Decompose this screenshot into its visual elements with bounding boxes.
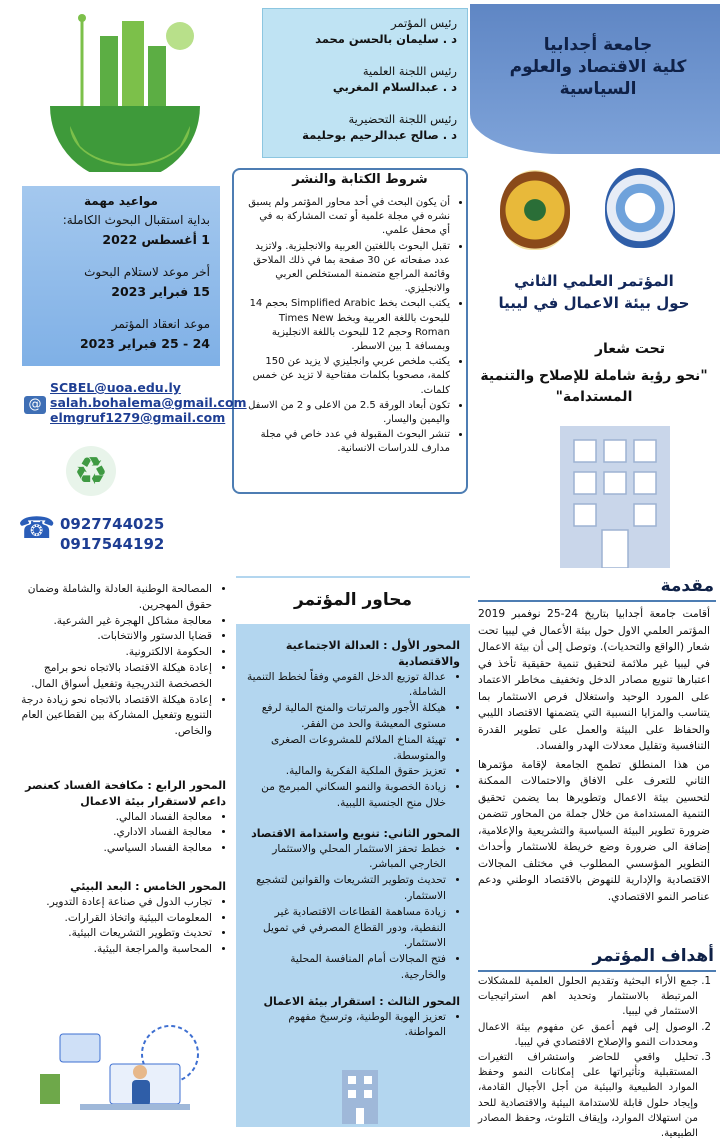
email-list	[50, 380, 250, 425]
intro-heading: مقدمة	[478, 576, 716, 596]
axis-title: المحور الأول : العدالة الاجتماعية والاقتصادية	[285, 639, 460, 668]
university-title: جامعة أجدابيا كلية الاقتصاد والعلوم السياسية	[509, 35, 687, 99]
axis-item: • هيكلة الأجور والمرتبات والمنح المالية لرفع مستوى المعيشة والحد من الفقر.	[244, 701, 446, 733]
conference-title: المؤتمر العلمي الثاني حول بيئة الاعمال في ليبيا	[498, 272, 690, 312]
axis-item: • المصالحة الوطنية العادلة والشاملة وضمان حقوق المهجرين.	[6, 582, 212, 614]
rule-item: • يكتب البحث بخط Simplified Arabic بحجم 14 للبحوث باللغة العربية وبخط Times New Roman وحجم 12 للبحوث باللغة الانجليزية وبمسافة 1 بين الاسطر.	[248, 297, 450, 354]
email-icon: @	[24, 396, 46, 414]
date-label: أخر موعد لاستلام البحوث	[84, 265, 210, 279]
axis-item: • معالجة الفساد المالي.	[6, 810, 212, 826]
email-link[interactable]: salah.bohalema@gmail.com	[50, 395, 247, 410]
rule-item: • تنشر البحوث المقبولة في عدد خاص في مجلة مدارف للدراسات الانسانية.	[248, 428, 450, 456]
green-city-icon	[30, 6, 220, 172]
axis-item: • تعزيز الهوية الوطنية، وترسيخ مفهوم المواطنة.	[244, 1010, 446, 1042]
slogan: "نحو رؤية شاملة للإصلاح والتنمية المستدامة"	[480, 368, 708, 405]
dates-title: مواعيد مهمة	[84, 194, 158, 208]
email-link[interactable]: SCBEL@uoa.edu.ly	[50, 380, 181, 395]
goal-item: 3. تحليل واقعي للحاضر واستشراف التغيرات المستقبلية وتأثيراتها على إمكانات النمو وحفظ الموارد الطبيعية والبيئية من أجل الأجيال القادمة، وإيجاد حلول قابلة للاستدامة البيئية والاقتصادية للحد من استهلاك الموارد، وإيقاف التلوث، وحفظ المصادر الطبيعية.	[478, 1050, 698, 1141]
business-illustration	[20, 1014, 220, 1124]
axis-item: • إعادة هيكلة الاقتصاد بالاتجاه نحو برامج الخصخصة التدريجية وتفعيل أسواق المال.	[6, 661, 212, 693]
axis-title: المحور الرابع : مكافحة الفساد كعنصر داعم لاستقرار بيئة الاعمال	[25, 778, 226, 808]
axis-item: • قضايا الدستور والانتخابات.	[6, 629, 212, 645]
faculty-logo	[605, 168, 675, 248]
axis-item: • المحاسبة والمراجعة البيئية.	[6, 942, 212, 958]
goal-item: 2. الوصول إلى فهم أعمق عن مفهوم بيئة الاعمال ومحددات النمو والإصلاح الاقتصادي في ليبيا.	[478, 1020, 698, 1050]
axis-item: • تهيئة المناخ الملائم للمشروعات الصغرى والمتوسطة.	[244, 733, 446, 765]
intro-text	[478, 606, 710, 907]
phone-list	[60, 514, 240, 554]
axis-item: • عدالة توزيع الدخل القومي وفقاً لخطط التنمية الشاملة.	[244, 670, 446, 702]
intro-paragraph: من هذا المنطلق تطمح الجامعة لإقامة مؤتمرها الثاني للتعرف على الافاق والاحتمالات الممكنة لتحسين بيئة الاعمال وتطويرها بما يضمن تحقيق التنمية المستدامة من خلال جملة من المحاور تتضمن ضرورة تطوير البيئة السياسية والتشريعية والإعلامية، إضافة الى ضرورة وضع خريطة للاستثمار وأحداث التطوير المؤسسي المطلوب في مختلف المجالات الاقتصادية والإدارية للنهوض بالاقتصاد الوطني ودعم عناصر النمو الاقتصادي.	[478, 757, 710, 903]
rules-list	[248, 196, 462, 458]
axis-item: • خطط تحفز الاستثمار المحلي والاستثمار الخارجي المباشر.	[244, 842, 446, 874]
axes-title: محاور المؤتمر	[293, 590, 413, 610]
axis-item: • تجارب الدول في صناعة إعادة التدوير.	[6, 895, 212, 911]
prep-chair-name: د . صالح عبدالرحيم بوحليمة	[302, 128, 457, 142]
rule-item: • يكتب ملخص عربي وانجليزي لا يزيد عن 150 كلمة، مصحوبا بكلمات مفتاحية لا تزيد عن خمس كلمات.	[248, 355, 450, 398]
rule-item: • أن يكون البحث في أحد محاور المؤتمر ولم يسبق نشره في مجلة علمية أو تمت المشاركة به في أي محفل علمي.	[248, 196, 450, 239]
prep-chair-role: رئيس اللجنة التحضيرية	[348, 112, 457, 126]
phone-icon: ☎	[18, 511, 56, 546]
axis-title: المحور الثالث : استقرار بيئة الاعمال	[263, 994, 460, 1008]
axes-list	[244, 632, 460, 1041]
phone-number: 0917544192	[60, 535, 165, 553]
axis-item: • تحديث وتطوير التشريعات البيئية.	[6, 926, 212, 942]
goal-item: 1. جمع الأراء البحثية وتقديم الحلول العلمية للمشكلات المرتبطة بالاستثمار وتحديد اهم استراتيجيات الاستثمار في ليبيا.	[478, 974, 698, 1020]
scientific-chair-name: د . عبدالسلام المغربي	[332, 80, 457, 94]
axis-item: • الحكومة الالكترونية.	[6, 645, 212, 661]
date-label: موعد انعقاد المؤتمر	[111, 317, 210, 331]
axis-item: • زيادة الخصوبة والنمو السكاني المبرمج من خلال منح الجنسية الليبية.	[244, 780, 446, 812]
axes-continued	[6, 582, 226, 958]
axis-item: • معالجة مشاكل الهجرة غير الشرعية.	[6, 614, 212, 630]
goals-list	[478, 974, 710, 1141]
date-value: 1 أغسطس 2022	[102, 232, 210, 247]
axis-title: المحور الخامس : البعد البيئي	[70, 879, 226, 893]
rule-item: • تقبل البحوث باللغتين العربية والانجليزية. ولاتزيد عدد صفحاته عن 30 صفحة بما في ذلك الملاحق وقائمة المراجع متضمنة المستخلص العربي والانجليزي.	[248, 240, 450, 297]
rule-item: • تكون أبعاد الورقة 2.5 من الاعلى و 2 من الاسفل واليمين واليسار.	[248, 399, 450, 427]
dates-box	[22, 186, 220, 366]
scientific-chair-role: رئيس اللجنة العلمية	[362, 64, 457, 78]
axis-item: • تحديث وتطوير التشريعات والقوانين لتشجيع الاستثمار.	[244, 873, 446, 905]
committee-chair-role: رئيس المؤتمر	[390, 16, 457, 30]
phone-number: 0927744025	[60, 515, 165, 533]
committee-chair-name: د . سليمان بالحسن محمد	[315, 32, 457, 46]
date-label: بداية استقبال البحوث الكاملة:	[62, 213, 210, 227]
university-logo-ajdabiya	[500, 170, 570, 250]
committee-box	[262, 8, 468, 158]
rules-title: شروط الكتابة والنشر	[292, 172, 428, 187]
axis-item: • فتح المجالات أمام المنافسة المحلية والخارجية.	[244, 952, 446, 984]
recycle-icon: ♻	[66, 446, 116, 496]
axis-item: • معالجة الفساد الاداري.	[6, 825, 212, 841]
intro-paragraph: أقامت جامعة أجدابيا بتاريخ 24-25 نوفمبر 2019 المؤتمر العلمي الاول حول بيئة الأعمال في ليبيا تحت شعار (الواقع والتحديات). وتوصل إلى أن بيئة الاعمال في ليبيا غير ملائمة لتحقيق تنمية حقيقية تأخذ في اعتبارها تنويع مصادر الدخل وتخفيف مخاطر الاعتماد على المورد الوحيد واستغلال فرص الاستثمار بما يتناسب والمزايا النسبية التي يتضمنها الاقتصاد الليبي والحفاظ على البيئة والعمل على تطوير القدرة التنافسية وتقليل معدلات الهدر والفساد.	[478, 607, 711, 752]
axis-item: • إعادة هيكلة الاقتصاد بالاتجاه نحو زيادة درجة التنويع وتفعيل المشاركة بين القطاعين العام والخاص.	[6, 693, 212, 740]
date-value: 24 - 25 فبراير 2023	[79, 336, 210, 351]
axis-item: • المعلومات البيئية واتخاذ القرارات.	[6, 911, 212, 927]
building-illustration	[540, 418, 690, 568]
slogan-label: تحت شعار	[594, 341, 666, 357]
axis-title: المحور الثاني: تنويع واستدامة الاقتصاد	[251, 826, 460, 840]
email-link[interactable]: elmgruf1279@gmail.com	[50, 410, 226, 425]
goals-heading: أهداف المؤتمر	[478, 946, 716, 966]
axis-item: • معالجة الفساد السياسي.	[6, 841, 212, 857]
axis-item: • زيادة مساهمة القطاعات الاقتصادية غير النفطية، ودور القطاع المصرفي في تمويل الاستثمار.	[244, 905, 446, 952]
date-value: 15 فبراير 2023	[111, 284, 210, 299]
axis-item: • تعزيز حقوق الملكية الفكرية والمالية.	[244, 764, 446, 780]
building-icon-small	[330, 1064, 390, 1124]
